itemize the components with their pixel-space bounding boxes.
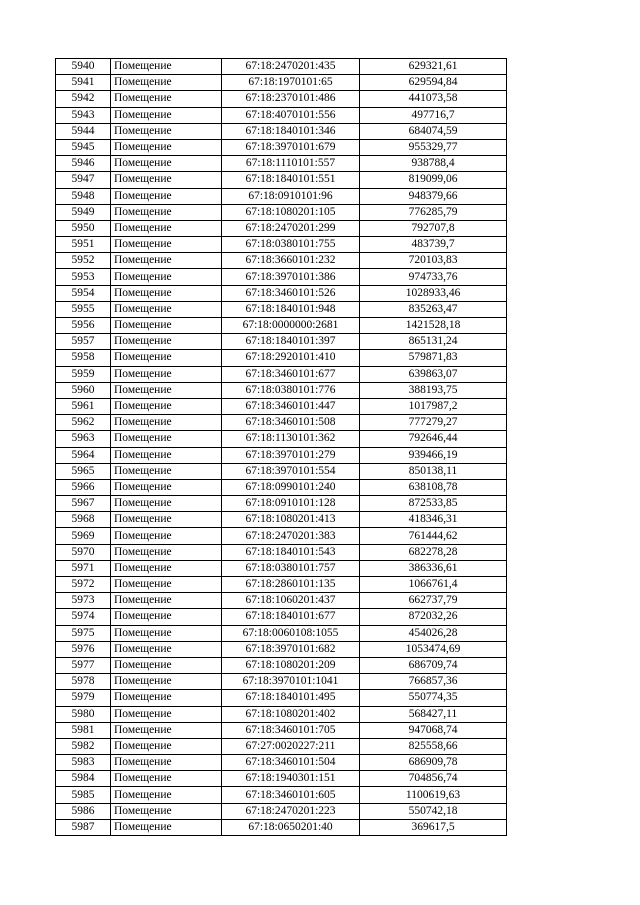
object-type-cell: Помещение bbox=[111, 657, 222, 673]
table-row bbox=[56, 366, 507, 382]
row-number-cell: 5973 bbox=[56, 593, 111, 609]
object-type-cell: Помещение bbox=[111, 771, 222, 787]
cadastral-number-cell: 67:18:1840101:543 bbox=[222, 544, 360, 560]
cadastral-value-cell: 639863,07 bbox=[360, 366, 507, 382]
cadastral-number-cell: 67:18:1080201:209 bbox=[222, 657, 360, 673]
row-number-cell: 5976 bbox=[56, 641, 111, 657]
table-row bbox=[56, 59, 507, 75]
table-row bbox=[56, 269, 507, 285]
table-row bbox=[56, 512, 507, 528]
cadastral-value-cell: 792646,44 bbox=[360, 431, 507, 447]
object-type-cell: Помещение bbox=[111, 415, 222, 431]
cadastral-number-cell: 67:18:2470201:383 bbox=[222, 528, 360, 544]
cadastral-number-cell: 67:18:1840101:397 bbox=[222, 334, 360, 350]
object-type-cell: Помещение bbox=[111, 318, 222, 334]
cadastral-value-cell: 825558,66 bbox=[360, 738, 507, 754]
table-row bbox=[56, 463, 507, 479]
cadastral-number-cell: 67:18:1080201:105 bbox=[222, 204, 360, 220]
cadastral-number-cell: 67:18:2470201:223 bbox=[222, 803, 360, 819]
cadastral-number-cell: 67:18:3460101:447 bbox=[222, 398, 360, 414]
table-body bbox=[56, 59, 507, 836]
cadastral-value-cell: 1028933,46 bbox=[360, 285, 507, 301]
row-number-cell: 5951 bbox=[56, 237, 111, 253]
cadastral-value-cell: 1017987,2 bbox=[360, 398, 507, 414]
table-row bbox=[56, 722, 507, 738]
cadastral-value-cell: 638108,78 bbox=[360, 479, 507, 495]
cadastral-value-cell: 629594,84 bbox=[360, 75, 507, 91]
row-number-cell: 5947 bbox=[56, 172, 111, 188]
table-row bbox=[56, 204, 507, 220]
table-row bbox=[56, 123, 507, 139]
row-number-cell: 5964 bbox=[56, 447, 111, 463]
cadastral-number-cell: 67:18:0380101:757 bbox=[222, 560, 360, 576]
row-number-cell: 5953 bbox=[56, 269, 111, 285]
object-type-cell: Помещение bbox=[111, 382, 222, 398]
row-number-cell: 5967 bbox=[56, 496, 111, 512]
row-number-cell: 5950 bbox=[56, 220, 111, 236]
row-number-cell: 5952 bbox=[56, 253, 111, 269]
table-row bbox=[56, 787, 507, 803]
cadastral-number-cell: 67:18:4070101:556 bbox=[222, 107, 360, 123]
row-number-cell: 5966 bbox=[56, 479, 111, 495]
row-number-cell: 5941 bbox=[56, 75, 111, 91]
cadastral-value-cell: 386336,61 bbox=[360, 560, 507, 576]
cadastral-number-cell: 67:18:3460101:605 bbox=[222, 787, 360, 803]
cadastral-value-cell: 777279,27 bbox=[360, 415, 507, 431]
cadastral-value-cell: 835263,47 bbox=[360, 301, 507, 317]
row-number-cell: 5963 bbox=[56, 431, 111, 447]
cadastral-value-cell: 550742,18 bbox=[360, 803, 507, 819]
row-number-cell: 5981 bbox=[56, 722, 111, 738]
table-row bbox=[56, 690, 507, 706]
cadastral-value-cell: 454026,28 bbox=[360, 625, 507, 641]
cadastral-value-cell: 766857,36 bbox=[360, 674, 507, 690]
row-number-cell: 5961 bbox=[56, 398, 111, 414]
cadastral-value-cell: 872533,85 bbox=[360, 496, 507, 512]
object-type-cell: Помещение bbox=[111, 204, 222, 220]
row-number-cell: 5940 bbox=[56, 59, 111, 75]
table-row bbox=[56, 641, 507, 657]
row-number-cell: 5958 bbox=[56, 350, 111, 366]
table-row bbox=[56, 188, 507, 204]
object-type-cell: Помещение bbox=[111, 156, 222, 172]
object-type-cell: Помещение bbox=[111, 496, 222, 512]
cadastral-number-cell: 67:18:0380101:776 bbox=[222, 382, 360, 398]
cadastral-number-cell: 67:18:3970101:554 bbox=[222, 463, 360, 479]
cadastral-number-cell: 67:18:0000000:2681 bbox=[222, 318, 360, 334]
cadastral-number-cell: 67:18:3970101:279 bbox=[222, 447, 360, 463]
object-type-cell: Помещение bbox=[111, 512, 222, 528]
cadastral-value-cell: 550774,35 bbox=[360, 690, 507, 706]
cadastral-number-cell: 67:18:1840101:677 bbox=[222, 609, 360, 625]
row-number-cell: 5954 bbox=[56, 285, 111, 301]
cadastral-number-cell: 67:18:3970101:1041 bbox=[222, 674, 360, 690]
cadastral-value-cell: 483739,7 bbox=[360, 237, 507, 253]
table-row bbox=[56, 560, 507, 576]
cadastral-number-cell: 67:18:1940301:151 bbox=[222, 771, 360, 787]
object-type-cell: Помещение bbox=[111, 334, 222, 350]
table-row bbox=[56, 350, 507, 366]
row-number-cell: 5971 bbox=[56, 560, 111, 576]
object-type-cell: Помещение bbox=[111, 787, 222, 803]
row-number-cell: 5943 bbox=[56, 107, 111, 123]
table-row bbox=[56, 382, 507, 398]
object-type-cell: Помещение bbox=[111, 269, 222, 285]
cadastral-number-cell: 67:18:3970101:682 bbox=[222, 641, 360, 657]
row-number-cell: 5979 bbox=[56, 690, 111, 706]
cadastral-number-cell: 67:18:0060108:1055 bbox=[222, 625, 360, 641]
object-type-cell: Помещение bbox=[111, 253, 222, 269]
cadastral-number-cell: 67:18:3460101:526 bbox=[222, 285, 360, 301]
object-type-cell: Помещение bbox=[111, 59, 222, 75]
row-number-cell: 5985 bbox=[56, 787, 111, 803]
object-type-cell: Помещение bbox=[111, 690, 222, 706]
cadastral-value-cell: 1053474,69 bbox=[360, 641, 507, 657]
row-number-cell: 5946 bbox=[56, 156, 111, 172]
object-type-cell: Помещение bbox=[111, 366, 222, 382]
cadastral-number-cell: 67:18:1840101:495 bbox=[222, 690, 360, 706]
table-row bbox=[56, 253, 507, 269]
cadastral-value-cell: 682278,28 bbox=[360, 544, 507, 560]
table-row bbox=[56, 318, 507, 334]
cadastral-value-cell: 955329,77 bbox=[360, 139, 507, 155]
object-type-cell: Помещение bbox=[111, 188, 222, 204]
object-type-cell: Помещение bbox=[111, 560, 222, 576]
cadastral-number-cell: 67:18:2920101:410 bbox=[222, 350, 360, 366]
cadastral-value-cell: 684074,59 bbox=[360, 123, 507, 139]
table-row bbox=[56, 479, 507, 495]
row-number-cell: 5987 bbox=[56, 819, 111, 835]
cadastral-number-cell: 67:18:3460101:677 bbox=[222, 366, 360, 382]
cadastral-number-cell: 67:18:2370101:486 bbox=[222, 91, 360, 107]
cadastral-value-cell: 948379,66 bbox=[360, 188, 507, 204]
object-type-cell: Помещение bbox=[111, 544, 222, 560]
cadastral-value-cell: 865131,24 bbox=[360, 334, 507, 350]
cadastral-value-cell: 629321,61 bbox=[360, 59, 507, 75]
object-type-cell: Помещение bbox=[111, 479, 222, 495]
cadastral-number-cell: 67:18:3970101:386 bbox=[222, 269, 360, 285]
object-type-cell: Помещение bbox=[111, 738, 222, 754]
table-row bbox=[56, 398, 507, 414]
row-number-cell: 5945 bbox=[56, 139, 111, 155]
row-number-cell: 5959 bbox=[56, 366, 111, 382]
cadastral-value-cell: 686709,74 bbox=[360, 657, 507, 673]
cadastral-value-cell: 579871,83 bbox=[360, 350, 507, 366]
row-number-cell: 5977 bbox=[56, 657, 111, 673]
row-number-cell: 5984 bbox=[56, 771, 111, 787]
table-row bbox=[56, 447, 507, 463]
cadastral-number-cell: 67:18:1840101:948 bbox=[222, 301, 360, 317]
table-row bbox=[56, 156, 507, 172]
cadastral-number-cell: 67:18:1080201:413 bbox=[222, 512, 360, 528]
table-row bbox=[56, 285, 507, 301]
object-type-cell: Помещение bbox=[111, 593, 222, 609]
table-row bbox=[56, 755, 507, 771]
table-row bbox=[56, 237, 507, 253]
cadastral-value-cell: 704856,74 bbox=[360, 771, 507, 787]
cadastral-value-cell: 776285,79 bbox=[360, 204, 507, 220]
table-row bbox=[56, 771, 507, 787]
row-number-cell: 5949 bbox=[56, 204, 111, 220]
row-number-cell: 5960 bbox=[56, 382, 111, 398]
cadastral-number-cell: 67:18:1110101:557 bbox=[222, 156, 360, 172]
cadastral-value-cell: 819099,06 bbox=[360, 172, 507, 188]
object-type-cell: Помещение bbox=[111, 237, 222, 253]
cadastral-number-cell: 67:18:0650201:40 bbox=[222, 819, 360, 835]
cadastral-number-cell: 67:18:2860101:135 bbox=[222, 577, 360, 593]
object-type-cell: Помещение bbox=[111, 577, 222, 593]
table-row bbox=[56, 415, 507, 431]
table-row bbox=[56, 577, 507, 593]
row-number-cell: 5969 bbox=[56, 528, 111, 544]
object-type-cell: Помещение bbox=[111, 107, 222, 123]
table-row bbox=[56, 819, 507, 835]
cadastral-number-cell: 67:18:3970101:679 bbox=[222, 139, 360, 155]
object-type-cell: Помещение bbox=[111, 220, 222, 236]
table-row bbox=[56, 657, 507, 673]
object-type-cell: Помещение bbox=[111, 755, 222, 771]
cadastral-number-cell: 67:27:0020227:211 bbox=[222, 738, 360, 754]
cadastral-value-cell: 938788,4 bbox=[360, 156, 507, 172]
object-type-cell: Помещение bbox=[111, 75, 222, 91]
cadastral-number-cell: 67:18:0380101:755 bbox=[222, 237, 360, 253]
row-number-cell: 5980 bbox=[56, 706, 111, 722]
object-type-cell: Помещение bbox=[111, 463, 222, 479]
table-row bbox=[56, 172, 507, 188]
cadastral-number-cell: 67:18:1970101:65 bbox=[222, 75, 360, 91]
cadastral-value-cell: 388193,75 bbox=[360, 382, 507, 398]
row-number-cell: 5970 bbox=[56, 544, 111, 560]
row-number-cell: 5974 bbox=[56, 609, 111, 625]
row-number-cell: 5944 bbox=[56, 123, 111, 139]
cadastral-value-cell: 369617,5 bbox=[360, 819, 507, 835]
row-number-cell: 5942 bbox=[56, 91, 111, 107]
cadastral-value-cell: 872032,26 bbox=[360, 609, 507, 625]
row-number-cell: 5956 bbox=[56, 318, 111, 334]
cadastral-number-cell: 67:18:3660101:232 bbox=[222, 253, 360, 269]
cadastral-value-cell: 761444,62 bbox=[360, 528, 507, 544]
table-row bbox=[56, 706, 507, 722]
cadastral-number-cell: 67:18:2470201:435 bbox=[222, 59, 360, 75]
row-number-cell: 5968 bbox=[56, 512, 111, 528]
object-type-cell: Помещение bbox=[111, 139, 222, 155]
object-type-cell: Помещение bbox=[111, 641, 222, 657]
table-row bbox=[56, 431, 507, 447]
object-type-cell: Помещение bbox=[111, 91, 222, 107]
cadastral-number-cell: 67:18:1840101:346 bbox=[222, 123, 360, 139]
table-row bbox=[56, 528, 507, 544]
table-row bbox=[56, 625, 507, 641]
cadastral-value-cell: 441073,58 bbox=[360, 91, 507, 107]
table-row bbox=[56, 301, 507, 317]
cadastral-number-cell: 67:18:0990101:240 bbox=[222, 479, 360, 495]
object-type-cell: Помещение bbox=[111, 123, 222, 139]
cadastral-value-table bbox=[55, 58, 507, 836]
cadastral-value-cell: 662737,79 bbox=[360, 593, 507, 609]
cadastral-number-cell: 67:18:1130101:362 bbox=[222, 431, 360, 447]
table-row bbox=[56, 738, 507, 754]
cadastral-value-cell: 939466,19 bbox=[360, 447, 507, 463]
table-row bbox=[56, 75, 507, 91]
cadastral-value-cell: 418346,31 bbox=[360, 512, 507, 528]
table-row bbox=[56, 544, 507, 560]
row-number-cell: 5962 bbox=[56, 415, 111, 431]
table-row bbox=[56, 609, 507, 625]
object-type-cell: Помещение bbox=[111, 350, 222, 366]
cadastral-number-cell: 67:18:1060201:437 bbox=[222, 593, 360, 609]
row-number-cell: 5955 bbox=[56, 301, 111, 317]
row-number-cell: 5965 bbox=[56, 463, 111, 479]
cadastral-number-cell: 67:18:1080201:402 bbox=[222, 706, 360, 722]
table-row bbox=[56, 334, 507, 350]
cadastral-value-cell: 1421528,18 bbox=[360, 318, 507, 334]
table-row bbox=[56, 107, 507, 123]
object-type-cell: Помещение bbox=[111, 803, 222, 819]
cadastral-value-cell: 497716,7 bbox=[360, 107, 507, 123]
object-type-cell: Помещение bbox=[111, 528, 222, 544]
table-row bbox=[56, 91, 507, 107]
object-type-cell: Помещение bbox=[111, 172, 222, 188]
cadastral-value-cell: 720103,83 bbox=[360, 253, 507, 269]
table-row bbox=[56, 593, 507, 609]
object-type-cell: Помещение bbox=[111, 706, 222, 722]
row-number-cell: 5978 bbox=[56, 674, 111, 690]
object-type-cell: Помещение bbox=[111, 447, 222, 463]
cadastral-value-cell: 568427,11 bbox=[360, 706, 507, 722]
cadastral-value-cell: 1066761,4 bbox=[360, 577, 507, 593]
row-number-cell: 5983 bbox=[56, 755, 111, 771]
cadastral-value-cell: 1100619,63 bbox=[360, 787, 507, 803]
table-row bbox=[56, 674, 507, 690]
row-number-cell: 5986 bbox=[56, 803, 111, 819]
row-number-cell: 5957 bbox=[56, 334, 111, 350]
cadastral-number-cell: 67:18:0910101:96 bbox=[222, 188, 360, 204]
object-type-cell: Помещение bbox=[111, 301, 222, 317]
row-number-cell: 5972 bbox=[56, 577, 111, 593]
object-type-cell: Помещение bbox=[111, 625, 222, 641]
row-number-cell: 5975 bbox=[56, 625, 111, 641]
object-type-cell: Помещение bbox=[111, 431, 222, 447]
cadastral-value-cell: 686909,78 bbox=[360, 755, 507, 771]
object-type-cell: Помещение bbox=[111, 722, 222, 738]
table-row bbox=[56, 803, 507, 819]
cadastral-value-cell: 947068,74 bbox=[360, 722, 507, 738]
cadastral-value-cell: 792707,8 bbox=[360, 220, 507, 236]
object-type-cell: Помещение bbox=[111, 819, 222, 835]
row-number-cell: 5982 bbox=[56, 738, 111, 754]
cadastral-number-cell: 67:18:2470201:299 bbox=[222, 220, 360, 236]
table-row bbox=[56, 496, 507, 512]
object-type-cell: Помещение bbox=[111, 609, 222, 625]
cadastral-value-cell: 974733,76 bbox=[360, 269, 507, 285]
row-number-cell: 5948 bbox=[56, 188, 111, 204]
cadastral-number-cell: 67:18:3460101:504 bbox=[222, 755, 360, 771]
object-type-cell: Помещение bbox=[111, 398, 222, 414]
table-row bbox=[56, 220, 507, 236]
object-type-cell: Помещение bbox=[111, 674, 222, 690]
cadastral-number-cell: 67:18:1840101:551 bbox=[222, 172, 360, 188]
cadastral-number-cell: 67:18:3460101:705 bbox=[222, 722, 360, 738]
table-row bbox=[56, 139, 507, 155]
cadastral-number-cell: 67:18:0910101:128 bbox=[222, 496, 360, 512]
cadastral-number-cell: 67:18:3460101:508 bbox=[222, 415, 360, 431]
object-type-cell: Помещение bbox=[111, 285, 222, 301]
cadastral-value-cell: 850138,11 bbox=[360, 463, 507, 479]
